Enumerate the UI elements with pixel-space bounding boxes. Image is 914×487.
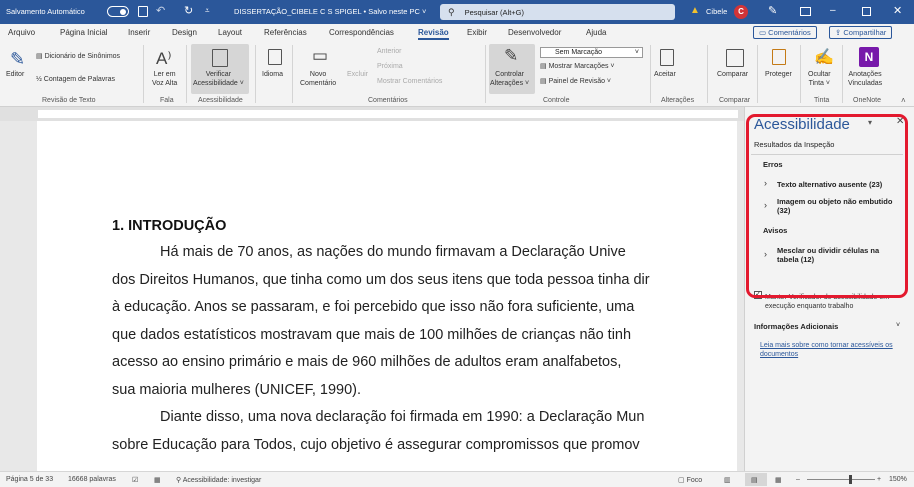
review-pane-label: Painel de Revisão ˅ <box>548 78 612 85</box>
collapse-ribbon-icon[interactable]: ˄ <box>901 96 906 105</box>
check-accessibility-button[interactable] <box>193 71 244 88</box>
divider <box>186 45 187 103</box>
minimize-icon[interactable]: – <box>830 5 836 16</box>
save-icon[interactable] <box>138 6 148 17</box>
hide-ink-label-1: Ocultar <box>808 71 831 78</box>
paragraph-line: dos Direitos Humanos, que tinha como um dos seus itens que toda pessoa tinha dir <box>112 272 650 288</box>
pen-icon[interactable]: ✎ <box>768 5 778 17</box>
show-markup-label: Mostrar Marcações ˅ <box>548 63 615 70</box>
chevron-right-icon[interactable]: › <box>764 178 767 188</box>
focus-label: Foco <box>686 477 703 484</box>
hide-ink-icon: ✍ <box>814 49 834 66</box>
menu-bar <box>0 24 914 41</box>
hide-ink-button[interactable] <box>808 71 831 88</box>
show-markup-button[interactable]: ▤ Mostrar Marcações ˅ <box>540 63 615 70</box>
onenote-icon: N <box>859 47 879 67</box>
accessibility-status-label: Acessibilidade: investigar <box>182 477 262 484</box>
chevron-down-icon[interactable]: ˅ <box>896 322 901 329</box>
read-aloud-icon: A⁾ <box>156 49 172 68</box>
group-label-fala: Fala <box>160 97 174 104</box>
language-icon <box>268 49 282 65</box>
divider <box>650 45 651 103</box>
warnings-header: Avisos <box>763 226 788 235</box>
linked-notes-label-2: Vinculadas <box>848 79 883 87</box>
paragraph-line: Diante disso, uma nova declaração foi firmada em 1990: a Declaração Mun <box>160 409 645 425</box>
review-pane-button[interactable]: ▤ Painel de Revisão ˅ <box>540 78 612 85</box>
tab-pagina-inicial[interactable]: Página Inicial <box>60 28 108 37</box>
search-box[interactable] <box>440 4 675 20</box>
highlight-annotation <box>746 114 908 298</box>
zoom-slider[interactable] <box>807 479 875 480</box>
tab-exibir[interactable]: Exibir <box>467 28 488 37</box>
page-count[interactable]: Página 5 de 33 <box>6 476 54 483</box>
additional-info-header[interactable]: Informações Adicionais <box>754 322 839 331</box>
divider <box>757 45 758 103</box>
compare-icon <box>726 49 744 67</box>
document-area[interactable] <box>0 121 744 471</box>
status-bar <box>0 471 914 487</box>
print-layout-glyph: ▤ <box>751 477 758 484</box>
group-label-onenote: OneNote <box>853 97 882 104</box>
search-placeholder: Pesquisar (Alt+G) <box>464 7 524 17</box>
autosave-toggle[interactable] <box>107 6 129 17</box>
accessibility-status[interactable]: ⚲ Acessibilidade: investigar <box>176 477 262 484</box>
share-label: Compartilhar <box>843 28 887 37</box>
warning-item-merge-cells[interactable]: Mesclar ou dividir células na tabela (12) <box>777 246 880 264</box>
divider <box>255 45 256 103</box>
learn-more-link[interactable]: Leia mais sobre como tornar acessíveis os documentos <box>760 342 893 358</box>
maximize-icon[interactable] <box>862 7 871 16</box>
paragraph-line: sua maioria mulheres (UNICEF, 1990). <box>112 382 362 398</box>
keep-running-checkbox[interactable]: ✓ <box>755 291 761 298</box>
track-changes-button[interactable] <box>490 71 529 88</box>
divider <box>485 45 486 103</box>
word-count-label: Contagem de Palavras <box>43 76 116 83</box>
paragraph-line: Há mais de 70 anos, as nações do mundo firmavam a Declaração Unive <box>160 244 626 260</box>
paragraph-line: que dados estatísticos mostravam que mais de 100 milhões de crianças não tinh <box>112 327 632 343</box>
language-button[interactable]: Idioma <box>262 71 284 78</box>
focus-button[interactable]: ▢ Foco <box>678 477 703 484</box>
markup-select-value: Sem Marcação <box>555 49 603 56</box>
show-comments-button[interactable]: Mostrar Comentários <box>377 78 443 85</box>
track-changes-label-1: Controlar <box>495 71 524 78</box>
accept-button[interactable]: Aceitar <box>654 71 676 78</box>
tab-inserir[interactable]: Inserir <box>128 28 151 37</box>
group-label-comentarios: Comentários <box>368 97 408 104</box>
pane-options-icon[interactable]: ▾ <box>868 118 873 127</box>
protect-button[interactable]: Proteger <box>765 71 792 78</box>
chevron-right-icon[interactable]: › <box>764 249 767 259</box>
error-item-alt-text[interactable]: Texto alternativo ausente (23) <box>777 180 883 189</box>
redo-icon[interactable]: ↻ <box>184 5 194 17</box>
document-filename[interactable]: DISSERTAÇÃO_CIBELE C S SPIGEL • Salvo neste PC ˅ <box>234 7 427 16</box>
editor-button[interactable]: Editor <box>6 71 25 78</box>
linked-notes-button[interactable] <box>848 71 882 88</box>
track-changes-label-2: Alterações ˅ <box>490 79 530 87</box>
new-comment-label-2: Comentário <box>300 79 337 87</box>
chevron-down-icon: ˅ <box>634 49 639 56</box>
protect-icon <box>772 49 786 65</box>
paragraph-line: à educação. Anos se passaram, e foi percebido que isso não fora suficiente, uma <box>112 299 635 315</box>
undo-icon[interactable]: ↶ <box>156 5 166 17</box>
paragraph-line: sobre Educação para Todos, cujo objetivo é assegurar compromissos que promov <box>112 437 640 453</box>
new-comment-icon: ▭ <box>312 46 329 65</box>
keep-running-label: Manter Verificador de acessibilidade em execução enquanto trabalho <box>765 294 890 310</box>
tab-arquivo[interactable]: Arquivo <box>8 28 36 37</box>
read-aloud-label-1: Ler em <box>153 71 176 78</box>
paragraph-line: acesso ao ensino primário e mais de 960 milhões de adultos eram analfabetos, <box>112 354 622 370</box>
hide-ink-label-2: Tinta ˅ <box>808 79 830 87</box>
autosave-label: Salvamento Automático <box>6 7 85 16</box>
comment-icon: ▭ <box>759 28 769 37</box>
close-icon[interactable]: ✕ <box>893 5 903 17</box>
divider <box>292 45 293 103</box>
accept-icon <box>660 49 674 66</box>
new-comment-label-1: Novo <box>309 71 327 78</box>
check-accessibility-label-2: Acessibilidade ˅ <box>193 79 244 87</box>
read-mode-icon[interactable]: ▥ <box>724 477 731 484</box>
tab-design[interactable]: Design <box>172 28 197 37</box>
tab-correspondencias[interactable]: Correspondências <box>329 28 394 37</box>
errors-header: Erros <box>763 160 783 169</box>
title-bar <box>0 0 914 24</box>
read-aloud-button[interactable] <box>152 71 177 88</box>
avatar[interactable]: C <box>734 5 748 19</box>
group-label-tinta: Tinta <box>814 97 830 104</box>
markup-select[interactable] <box>540 47 643 58</box>
next-comment-button[interactable]: Próxima <box>377 63 403 70</box>
section-heading: 1. INTRODUÇÃO <box>112 218 227 234</box>
divider <box>143 45 144 103</box>
tab-referencias[interactable]: Referências <box>264 28 307 37</box>
tab-layout[interactable]: Layout <box>218 28 243 37</box>
accessibility-icon <box>212 49 228 67</box>
group-label-acessibilidade: Acessibilidade <box>198 97 243 104</box>
share-button[interactable] <box>829 26 892 39</box>
macro-icon[interactable]: ▦ <box>154 477 161 484</box>
track-changes-icon: ✎ <box>504 46 519 65</box>
comments-button[interactable] <box>753 26 817 39</box>
user-name[interactable]: Cibele <box>706 7 728 16</box>
thesaurus-label: Dicionário de Sinônimos <box>44 53 121 60</box>
ribbon-display-icon[interactable] <box>800 7 811 16</box>
ruler[interactable] <box>0 107 744 121</box>
divider <box>842 45 843 103</box>
zoom-slider-thumb[interactable] <box>849 475 852 484</box>
previous-comment-button[interactable]: Anterior <box>377 48 402 55</box>
customize-toolbar-icon[interactable]: ⩡ <box>205 6 210 15</box>
zoom-level[interactable]: 150% <box>889 476 907 483</box>
ribbon <box>0 41 914 107</box>
warning-icon[interactable]: ▲ <box>690 5 700 16</box>
new-comment-button[interactable] <box>300 71 336 88</box>
zoom-in-icon[interactable]: + <box>877 476 882 483</box>
comments-label: Comentários <box>768 28 811 37</box>
check-accessibility-label-1: Verificar <box>205 71 232 78</box>
zoom-out-icon[interactable]: – <box>796 476 800 483</box>
linked-notes-label-1: Anotações <box>848 71 882 78</box>
divider <box>707 45 708 103</box>
word-count-status[interactable]: 16668 palavras <box>68 476 116 483</box>
group-label-comparar: Comparar <box>719 97 751 104</box>
tab-ajuda[interactable]: Ajuda <box>586 28 607 37</box>
group-label-revisao: Revisão de Texto <box>42 97 96 104</box>
editor-icon: ✎ <box>10 49 26 69</box>
search-icon: ⚲ <box>448 6 455 17</box>
word-count-button[interactable]: ½ Contagem de Palavras <box>36 76 116 83</box>
group-label-controle: Controle <box>543 97 570 104</box>
proofing-icon[interactable]: ☑ <box>132 477 139 484</box>
group-label-alteracoes: Alterações <box>661 97 695 104</box>
tab-desenvolvedor[interactable]: Desenvolvedor <box>508 28 562 37</box>
share-icon: ⇪ <box>835 28 844 37</box>
pane-close-icon[interactable]: ✕ <box>896 116 905 127</box>
delete-comment-button[interactable]: Excluir <box>347 71 369 78</box>
error-item-embedded[interactable]: Imagem ou objeto não embutido (32) <box>777 197 893 215</box>
chevron-right-icon[interactable]: › <box>764 200 767 210</box>
pane-title: Acessibilidade <box>754 116 850 133</box>
inspection-results-label: Resultados da Inspeção <box>754 140 835 149</box>
divider <box>800 45 801 103</box>
web-layout-icon[interactable]: ▦ <box>775 477 782 484</box>
thesaurus-button[interactable]: ▤ Dicionário de Sinônimos <box>36 53 121 60</box>
read-aloud-label-2: Voz Alta <box>152 79 178 87</box>
compare-button[interactable]: Comparar <box>717 71 749 78</box>
tab-revisao[interactable]: Revisão <box>418 28 449 40</box>
